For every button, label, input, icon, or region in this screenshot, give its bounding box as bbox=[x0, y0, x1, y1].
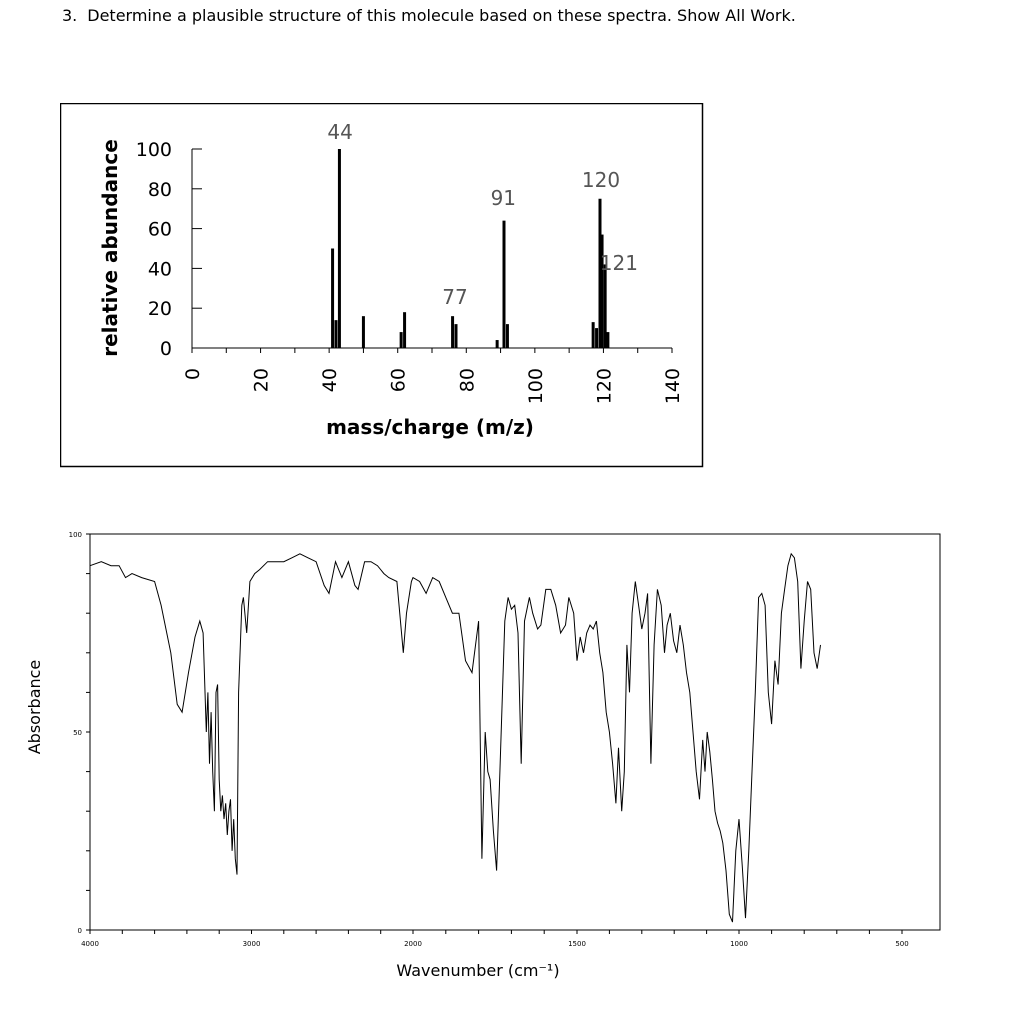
ms-x-tick-label: 0 bbox=[182, 368, 204, 381]
mass-spectrum-chart bbox=[60, 103, 704, 468]
ir-x-tick-label: 3000 bbox=[242, 940, 261, 948]
question-number: 3. bbox=[62, 6, 78, 25]
ir-y-tick-label: 100 bbox=[68, 531, 82, 539]
ms-bar bbox=[606, 332, 609, 348]
ir-x-tick-label: 2000 bbox=[404, 940, 422, 948]
ms-x-tick-label: 20 bbox=[250, 368, 273, 393]
ms-peak-label: 77 bbox=[442, 285, 468, 309]
ms-bar bbox=[506, 324, 509, 348]
ms-y-axis-title: relative abundance bbox=[98, 139, 122, 357]
ms-bar bbox=[403, 312, 406, 348]
ms-bar bbox=[604, 264, 607, 348]
question-text: Determine a plausible structure of this molecule based on these spectra. Show All Work. bbox=[87, 6, 796, 25]
ms-x-tick-label: 80 bbox=[456, 368, 479, 393]
ir-y-axis-title: Absorbance bbox=[25, 659, 44, 755]
ir-plot-frame bbox=[90, 534, 940, 930]
ms-bar bbox=[338, 149, 341, 348]
ms-peak-label: 120 bbox=[581, 168, 621, 192]
ir-x-tick-label: 1500 bbox=[568, 940, 586, 948]
ir-x-tick-label: 1000 bbox=[730, 940, 748, 948]
ms-y-tick-label: 40 bbox=[147, 258, 172, 281]
ms-y-tick-label: 80 bbox=[147, 178, 172, 201]
ir-x-tick-label: 4000 bbox=[81, 940, 99, 948]
ms-bar bbox=[400, 332, 403, 348]
ms-bar bbox=[455, 324, 458, 348]
ms-x-tick-label: 40 bbox=[319, 368, 342, 393]
ms-y-tick-label: 0 bbox=[159, 338, 172, 360]
ir-y-tick-label: 50 bbox=[73, 729, 82, 737]
ms-peak-label: 44 bbox=[327, 120, 353, 144]
ir-y-tick-label: 0 bbox=[77, 927, 82, 935]
ms-bar bbox=[595, 328, 598, 348]
ms-bar bbox=[496, 340, 499, 348]
ms-x-tick-label: 140 bbox=[662, 368, 684, 405]
ir-spectrum-chart bbox=[0, 520, 1019, 1000]
ms-x-tick-label: 100 bbox=[524, 368, 547, 405]
question-prompt bbox=[62, 6, 796, 25]
ms-peak-label: 91 bbox=[490, 186, 517, 210]
ms-bar bbox=[335, 320, 338, 348]
ms-peak-label: 121 bbox=[599, 251, 638, 275]
ms-bar bbox=[451, 316, 454, 348]
ms-y-tick-label: 60 bbox=[147, 218, 172, 241]
ms-bar bbox=[331, 249, 334, 349]
ms-x-tick-label: 60 bbox=[387, 368, 410, 393]
ms-y-tick-label: 20 bbox=[147, 298, 172, 321]
ir-x-tick-label: 500 bbox=[895, 940, 909, 948]
ms-x-tick-label: 120 bbox=[593, 368, 616, 405]
ms-bar bbox=[503, 221, 506, 348]
ms-bar bbox=[362, 316, 365, 348]
ir-x-axis-title: Wavenumber (cm⁻¹) bbox=[396, 961, 560, 980]
ms-x-axis-title: mass/charge (m/z) bbox=[326, 415, 534, 439]
ir-spectrum-line bbox=[90, 554, 821, 922]
ms-bar bbox=[592, 322, 595, 348]
ms-y-tick-label: 100 bbox=[135, 139, 172, 161]
